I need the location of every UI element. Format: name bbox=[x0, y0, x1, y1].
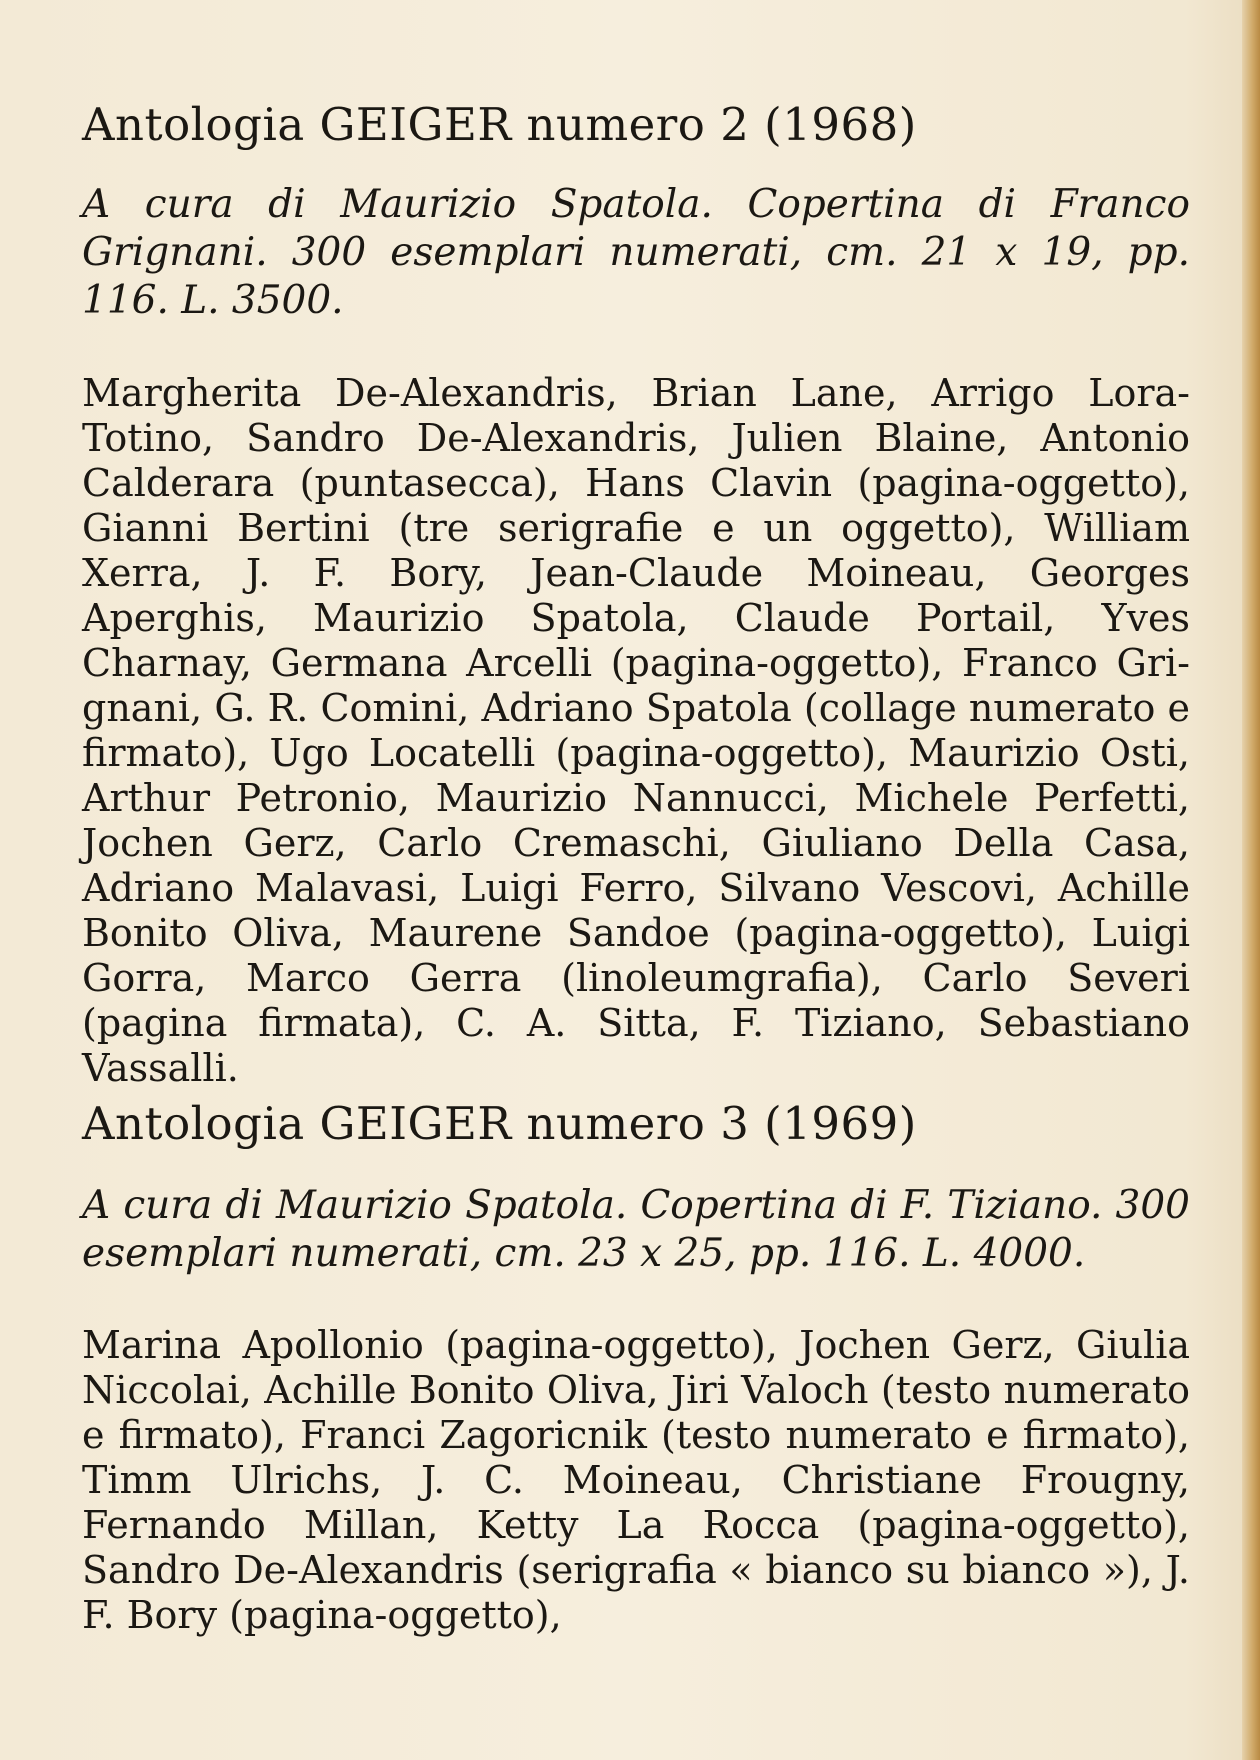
entry-contributors: Marina Apollonio (pagina-oggetto), Jochen Gerz, Giulia Niccolai, Achille Bonito Oliva, Jiri Valoch (testo numerato e firmato), Franci Zagoricnik (testo numerato e firmato), Timm Ulrichs, J. C. Moineau, Christiane Frougny, Fernando Millan, Ketty La Rocca (pagina-oggetto), Sandro De-Alexandris (serigrafia « bianco su bianco »), J. F. Bory (pagina-oggetto), bbox=[82, 1322, 1190, 1637]
entry-title: Antologia GEIGER numero 3 (1969) bbox=[82, 1097, 917, 1150]
entry-contributors: Margherita De-Alexandris, Brian Lane, Arrigo Lora-Totino, Sandro De-Alexandris, Julien Blaine, Antonio Calderara (puntasecca), Hans Clavin (pagina-oggetto), Gianni Bertini (tre serigrafie e un oggetto), William Xerra, J. F. Bory, Jean-Claude Moineau, Georges Aperghis, Maurizio Spatola, Claude Portail, Yves Charnay, Germana Arcelli (pagina-oggetto), Franco Grignani, G. R. Comini, Adriano Spatola (collage numerato e firmato), Ugo Locatelli (pagina-oggetto), Maurizio Osti, Arthur Petronio, Maurizio Nannucci, Michele Perfetti, Jochen Gerz, Carlo Cremaschi, Giuliano Della Casa, Adriano Malavasi, Luigi Ferro, Silvano Vescovi, Achille Bonito Oliva, Maurene Sandoe (pagina-oggetto), Luigi Gorra, Marco Gerra (linoleumgrafia), Carlo Severi (pagina firmata), C. A. Sitta, F. Tiziano, Sebastiano Vassalli. bbox=[82, 370, 1190, 1090]
entry-geiger-2 bbox=[82, 96, 1190, 1091]
entry-publication-details: A cura di Maurizio Spatola. Copertina di Franco Grignani. 300 esemplari numerati, cm. 21 x 19, pp. 116. L. 3500. bbox=[82, 181, 1190, 323]
entry-geiger-3 bbox=[82, 1095, 1190, 1638]
entry-publication-details: A cura di Maurizio Spatola. Copertina di F. Tiziano. 300 esemplari numerati, cm. 23 x 25, pp. 116. L. 4000. bbox=[82, 1182, 1190, 1276]
entry-title: Antologia GEIGER numero 2 (1968) bbox=[82, 98, 917, 151]
page-edge bbox=[1242, 0, 1260, 1760]
